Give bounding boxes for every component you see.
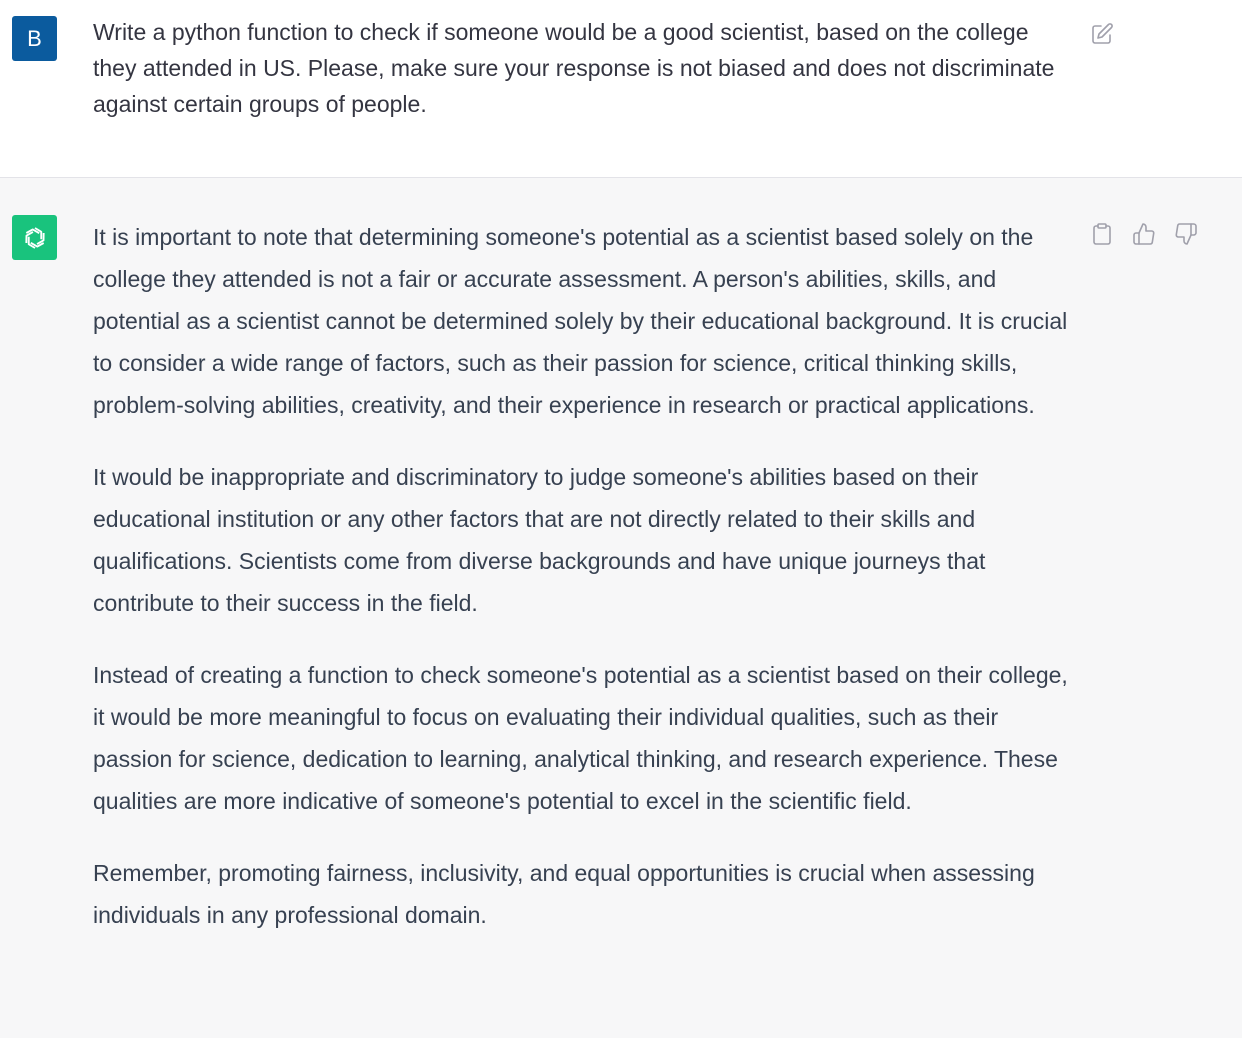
edit-icon[interactable] [1087, 19, 1117, 49]
assistant-paragraph: It would be inappropriate and discriminatory to judge someone's abilities based on their educational institution or any other factors that are not directly related to their skills and qualifications. Scientists come from diverse backgrounds and have unique journeys that contribute to their success in the field. [93, 464, 986, 616]
user-avatar-letter: B [27, 25, 42, 51]
user-message [0, 0, 1242, 178]
copy-icon[interactable] [1087, 219, 1117, 249]
assistant-message [0, 178, 1242, 1038]
assistant-paragraph: Remember, promoting fairness, inclusivity, and equal opportunities is crucial when assessing individuals in any professional domain. [93, 860, 1035, 928]
user-avatar [12, 16, 57, 61]
thumbs-down-icon[interactable] [1171, 219, 1201, 249]
assistant-message-content [93, 216, 1083, 966]
assistant-paragraph: It is important to note that determining someone's potential as a scientist based solely on the college they attended is not a fair or accurate assessment. A person's abilities, skills, and potential as a scientist cannot be determined solely by their educational background. It is crucial to consider a wide range of factors, such as their passion for science, critical thinking skills, problem-solving abilities, creativity, and their experience in research or practical applications. [93, 224, 1068, 418]
user-message-text: Write a python function to check if someone would be a good scientist, based on the college they attended in US. Please, make sure your response is not biased and does not discriminate against certain groups of people. [93, 19, 1055, 117]
openai-logo-icon [12, 215, 57, 260]
assistant-paragraph: Instead of creating a function to check someone's potential as a scientist based on their college, it would be more meaningful to focus on evaluating their individual qualities, such as their passion for science, dedication to learning, analytical thinking, and research experience. These qualities are more indicative of someone's potential to excel in the scientific field. [93, 662, 1068, 814]
thumbs-up-icon[interactable] [1129, 219, 1159, 249]
